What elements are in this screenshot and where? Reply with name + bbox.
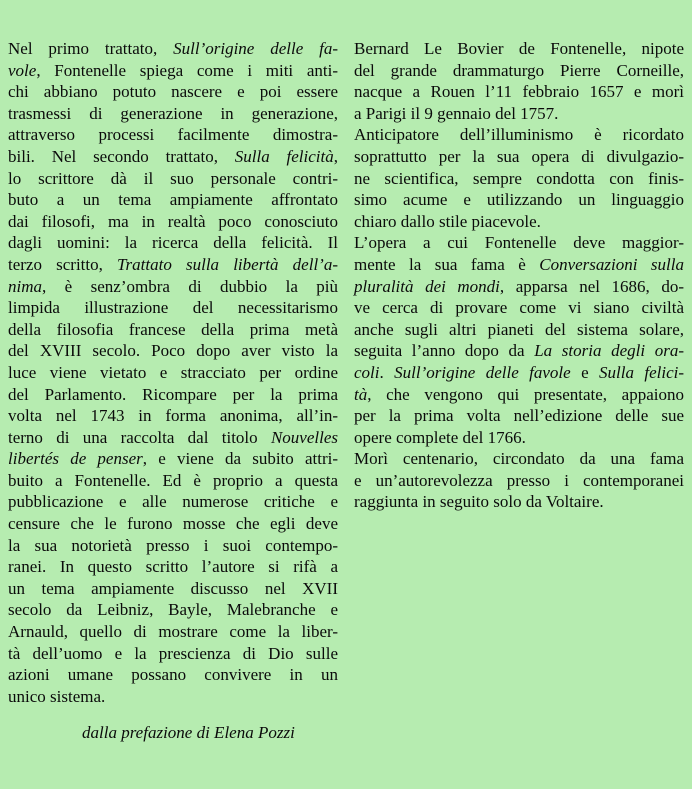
text-line — [8, 319, 338, 341]
text-segment: L’opera a cui Fontenelle deve maggior- — [354, 233, 684, 253]
text-line — [8, 664, 338, 686]
text-line — [354, 384, 684, 406]
text-line — [354, 189, 684, 211]
text-segment: luce viene vietato e stracciato per ordine — [8, 362, 338, 382]
text-segment: e un’autorevolezza presso i contemporanei — [354, 470, 684, 490]
text-segment: Nel primo trattato, — [8, 39, 174, 58]
text-segment: ranei. In questo scritto l’autore si rifà a — [8, 557, 338, 577]
text-line — [354, 470, 684, 492]
text-line — [354, 448, 684, 470]
text-segment: Trattato sulla libertà dell’a- — [117, 254, 338, 274]
text-line — [8, 643, 338, 665]
text-segment: azioni umane possano convivere in un — [8, 665, 338, 685]
text-segment: tà dell’uomo e la prescienza di Dio sulle — [8, 643, 338, 663]
text-line — [8, 448, 338, 470]
text-segment: terno di una raccolta dal titolo — [8, 427, 271, 447]
text-line — [354, 254, 684, 276]
text-segment: ne scientifica, sempre condotta con finis- — [354, 168, 684, 188]
text-segment: Conversazioni sulla — [539, 254, 684, 274]
text-line — [8, 297, 338, 319]
text-segment: terzo scritto, — [8, 254, 118, 274]
text-segment: . — [379, 362, 395, 382]
text-segment: tà — [354, 384, 368, 404]
text-segment: per la prima volta nell’edizione delle sue — [354, 406, 684, 426]
text-segment: del Parlamento. Ricompare per la prima — [8, 384, 338, 404]
preface-attribution: dalla prefazione di Elena Pozzi — [82, 723, 295, 742]
text-line — [354, 340, 684, 362]
text-segment: Bernard Le Bovier de Fontenelle, nipote — [354, 39, 684, 58]
text-segment: del XVIII secolo. Poco dopo aver visto la — [8, 341, 338, 361]
text-line — [8, 405, 338, 427]
text-line — [8, 384, 338, 406]
text-segment: , è senz’ombra di dubbio la più — [42, 276, 338, 296]
text-segment: seguita l’anno dopo da — [354, 341, 535, 361]
text-segment: del grande drammaturgo Pierre Corneille, — [354, 60, 684, 80]
text-line — [8, 427, 338, 449]
text-line — [8, 556, 338, 578]
text-segment: attraverso processi facilmente dimostra- — [8, 125, 338, 145]
text-line — [8, 686, 338, 708]
text-line — [354, 427, 684, 449]
text-segment: soprattutto per la sua opera di divulgazio- — [354, 146, 684, 166]
text-segment: limpida illustrazione del necessitarismo — [8, 298, 338, 318]
text-line — [354, 124, 684, 146]
preface-column-left — [8, 38, 338, 707]
text-segment: secolo da Leibniz, Bayle, Malebranche e — [8, 600, 338, 620]
text-segment: buto a un tema ampiamente affrontato — [8, 190, 338, 210]
text-line — [8, 60, 338, 82]
text-line — [354, 103, 684, 125]
text-segment: a Parigi il 9 gennaio del 1757. — [354, 103, 559, 123]
text-segment: volta nel 1743 in forma anonima, all’in- — [8, 406, 338, 426]
text-segment: unico sistema. — [8, 686, 106, 706]
text-segment: la sua notorietà presso i suoi contempo- — [8, 535, 338, 555]
text-segment: un tema ampiamente discusso nel XVII — [8, 578, 338, 598]
text-line — [354, 232, 684, 254]
text-segment: dai filosofi, ma in realtà poco conosciuto — [8, 211, 338, 231]
text-segment: anche sugli altri pianeti del sistema solare, — [354, 319, 684, 339]
text-line — [8, 124, 338, 146]
text-line — [8, 621, 338, 643]
text-segment: vole — [8, 60, 37, 80]
text-segment: buito a Fontenelle. Ed è proprio a questa — [8, 470, 338, 490]
text-line — [8, 340, 338, 362]
text-segment: , Fontenelle spiega come i miti anti- — [36, 60, 338, 80]
text-segment: , apparsa nel 1686, do- — [499, 276, 684, 296]
author-bio-column-right — [354, 38, 684, 513]
text-segment: chi abbiano potuto nascere e poi essere — [8, 82, 338, 102]
text-segment: Sull’origine delle favole — [394, 362, 571, 382]
text-line — [8, 491, 338, 513]
text-segment: pluralità dei mondi — [354, 276, 500, 296]
text-segment: Sulla felicità — [234, 146, 334, 166]
text-line — [8, 81, 338, 103]
text-segment: censure che le furono mosse che egli deve — [8, 514, 338, 534]
text-line — [8, 189, 338, 211]
text-line — [354, 81, 684, 103]
text-segment: , e viene da subito attri- — [142, 449, 339, 469]
text-line — [8, 362, 338, 384]
text-line — [354, 297, 684, 319]
text-segment: trasmessi di generazione in generazione, — [8, 103, 338, 123]
text-segment: , che vengono qui presentate, appaiono — [367, 384, 684, 404]
text-segment: raggiunta in seguito solo da Voltaire. — [354, 492, 604, 512]
text-segment: dagli uomini: la ricerca della felicità. Il — [8, 233, 338, 253]
text-line — [354, 491, 684, 513]
text-line — [8, 103, 338, 125]
text-line — [354, 276, 684, 298]
text-line — [8, 599, 338, 621]
text-line — [8, 211, 338, 233]
text-line — [354, 60, 684, 82]
text-segment: , — [333, 146, 338, 166]
text-segment: pubblicazione e alle numerose critiche e — [8, 492, 338, 512]
text-segment: La storia degli ora- — [534, 341, 684, 361]
text-segment: chiaro dallo stile piacevole. — [354, 211, 541, 231]
text-line — [8, 513, 338, 535]
text-segment: lo scrittore dà il suo personale contri- — [8, 168, 338, 188]
text-segment: Sulla felici- — [599, 362, 685, 382]
text-segment: bili. Nel secondo trattato, — [8, 146, 235, 166]
text-segment: simo acume e utilizzando un linguaggio — [354, 190, 684, 210]
text-segment: libertés de penser — [8, 449, 143, 469]
text-segment: e — [570, 362, 600, 382]
text-segment: nima — [8, 276, 42, 296]
text-line — [354, 362, 684, 384]
text-segment: opere complete del 1766. — [354, 427, 526, 447]
text-line — [354, 211, 684, 233]
text-line — [8, 232, 338, 254]
text-segment: Morì centenario, circondato da una fama — [354, 449, 684, 469]
text-segment: Sull’origine delle fa- — [173, 39, 338, 58]
text-line — [8, 38, 338, 60]
text-segment: della filosofia francese della prima metà — [8, 319, 338, 339]
text-segment: ve cerca di provare come vi siano civiltà — [354, 298, 684, 318]
text-line — [354, 146, 684, 168]
text-line — [8, 470, 338, 492]
text-line — [8, 578, 338, 600]
text-line — [354, 405, 684, 427]
text-segment: Nouvelles — [270, 427, 338, 447]
text-segment: Arnauld, quello di mostrare come la liber- — [8, 622, 338, 642]
text-line — [8, 276, 338, 298]
text-line — [354, 319, 684, 341]
text-segment: coli — [354, 362, 380, 382]
text-segment: mente la sua fama è — [354, 254, 540, 274]
text-segment: nacque a Rouen l’11 febbraio 1657 e morì — [354, 82, 684, 102]
text-line — [8, 168, 338, 190]
text-line — [354, 38, 684, 60]
text-line — [8, 254, 338, 276]
text-line — [354, 168, 684, 190]
text-line — [8, 535, 338, 557]
text-segment: Anticipatore dell’illuminismo è ricordato — [354, 125, 684, 145]
text-line — [8, 146, 338, 168]
